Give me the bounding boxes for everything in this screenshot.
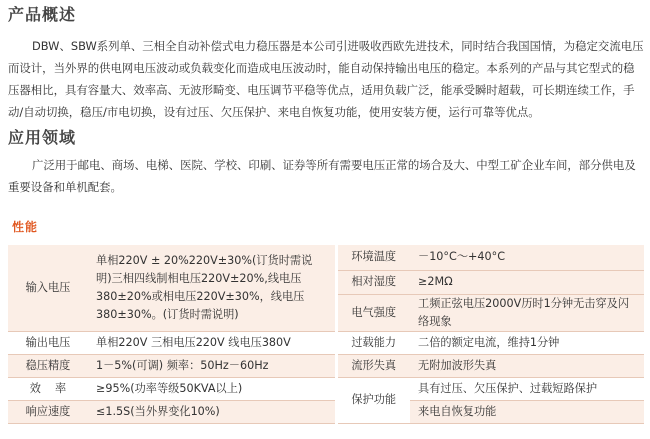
protection-label: 保护功能: [336, 377, 410, 423]
overview-paragraph: DBW、SBW系列单、三相全自动补偿式电力稳压器是本公司引进吸收西欧先进技术，同时结合我国国情，为稳定交流电压而设计，当外界的供电网电压波动或负载变化而造成电压波动时，能自动保持输出电压的稳定。本系列的产品与其它型式的稳压器相比，具有容量大、效率高、无波形畸变、电压调节平稳等优点，适用负载广泛，能承受瞬时超载，可长期连续工作，手动/自动切换，稳压/市电切换，设有过压、欠压保护、来电自恢复功能，使用安装方便，运行可靠等优点。: [8, 39, 644, 119]
overview-title: 产品概述: [8, 5, 77, 24]
application-title: 应用领域: [8, 128, 77, 147]
output-voltage-value: 单相220V 三相电压220V 线电压380V: [88, 331, 336, 354]
dielectric-value: 工频正弦电压2000V历时1分钟无击穿及闪络现象: [410, 294, 644, 331]
dielectric-label: 电气强度: [336, 294, 410, 331]
distortion-value: 无附加波形失真: [410, 354, 644, 377]
humidity-label: 相对湿度: [336, 270, 410, 294]
accuracy-label: 稳压精度: [8, 354, 88, 377]
performance-title: 性能: [12, 220, 39, 234]
distortion-label: 流形失真: [336, 354, 410, 377]
input-voltage-value: 单相220V ± 20%220V±30%(订货时需说明)三相四线制相电压220V±20%,线电压380±20%或相电压220V±30%，线电压380±30%。(订货时需说明): [88, 245, 336, 331]
overload-label: 过载能力: [336, 331, 410, 354]
output-voltage-label: 输出电压: [8, 331, 88, 354]
protection-value-1: 具有过压、欠压保护、过载短路保护: [410, 377, 644, 400]
protection-value-2: 来电自恢复功能: [410, 400, 644, 423]
overload-value: 二倍的额定电流，维持1分钟: [410, 331, 644, 354]
efficiency-value: ≥95%(功率等级50KVA以上): [88, 377, 336, 400]
response-label: 响应速度: [8, 400, 88, 423]
humidity-value: ≥2MΩ: [410, 270, 644, 294]
response-value: ≤1.5S(当外界变化10%): [88, 400, 336, 423]
input-voltage-label: 输入电压: [8, 245, 88, 331]
ambient-temp-value: －10°C～+40°C: [410, 245, 644, 270]
spec-table: [8, 245, 644, 424]
accuracy-value: 1－5%(可调) 频率：50Hz－60Hz: [88, 354, 336, 377]
efficiency-label: 效率: [8, 377, 88, 400]
application-paragraph: 广泛用于邮电、商场、电梯、医院、学校、印刷、证券等所有需要电压正常的场合及大、中型工矿企业车间，部分供电及重要设备和单机配套。: [8, 158, 636, 194]
ambient-temp-label: 环境温度: [336, 245, 410, 270]
